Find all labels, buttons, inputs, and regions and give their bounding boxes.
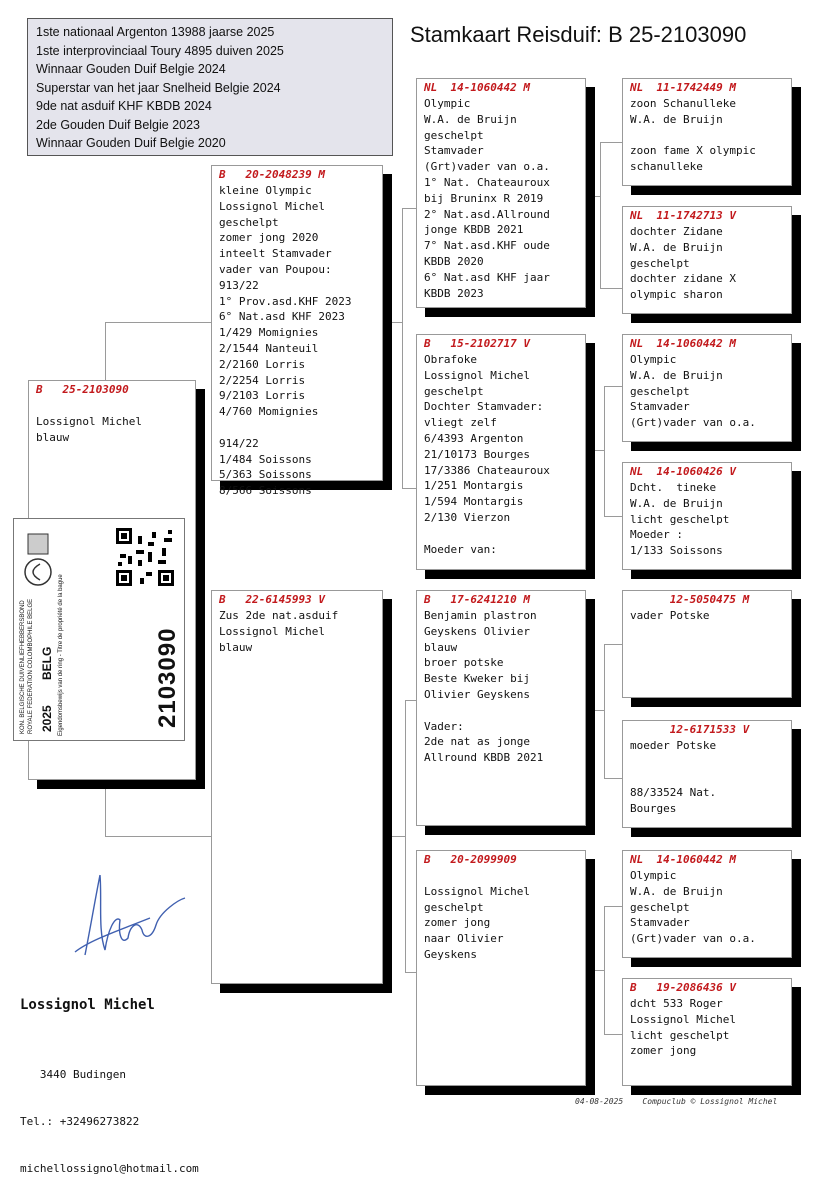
card-line: Lossignol Michel [36,414,142,428]
card-line: 2/2160 Lorris [219,357,306,371]
card-line: 5/363 Soissons [219,468,312,482]
card-lines [630,480,784,559]
card-line: licht geschelpt [630,1028,730,1042]
pigeon-card-father-father [416,78,586,308]
card-line: W.A. de Bruijn [630,368,723,382]
card-line: Olivier Geyskens [424,687,530,701]
card-line: zoon fame X olympic [630,144,756,158]
card-line: Benjamin plastron [424,609,537,622]
achievement-2: 1ste interprovinciaal Toury 4895 duiven 2025 [36,43,284,58]
card-line: vliegt zelf [424,416,497,430]
card-lines [630,352,784,431]
card-line: Lossignol Michel [424,884,530,898]
card-lines [630,96,784,175]
card-line: moeder Potske [630,739,717,752]
card-line: dochter zidane X [630,272,736,286]
card-line: geschelpt [630,256,690,270]
pigeon-card-mother-mother [416,850,586,1086]
card-line: Stamvader [630,400,690,414]
ring-number: NL 14-1060442 M [630,853,736,866]
card-line: Lossignol Michel [630,1012,736,1026]
card-line: Moeder : [630,528,683,542]
federation-logo-icon [20,530,56,590]
card-line: kleine Olympic [219,184,312,197]
card-lines [630,224,784,303]
card-line: 1/133 Soissons [630,544,723,558]
connector [105,780,106,836]
ring-number: B 17-6241210 M [424,593,530,606]
achievement-4: Superstar van het jaar Snelheid Belgie 2024 [36,80,281,95]
connector [392,836,406,837]
card-line: broer potske [424,656,504,670]
footer-credit: 04-08-2025 Compuclub © Lossignol Michel [575,1097,778,1106]
signature-icon [60,860,190,970]
card-lines [424,96,578,301]
card-lines [219,608,375,655]
achievement-1: 1ste nationaal Argenton 13988 jaarse 2025 [36,25,275,39]
band-country: BELG [40,646,54,680]
card-line: 17/3386 Chateauroux [424,463,550,477]
card-line [424,868,578,884]
card-line: 1/594 Montargis [424,495,524,509]
ring-number: B 19-2086436 V [630,981,736,994]
connector [604,644,624,645]
owner-contact [20,1035,199,1193]
connector [604,778,624,779]
card-line: zomer jong [630,1044,697,1058]
card-line: (Grt)vader van o.a. [630,416,756,430]
card-line: 9/2103 Lorris [219,389,306,403]
card-line: Zus 2de nat.asduif [219,609,339,622]
card-line: geschelpt [630,384,690,398]
connector [588,450,605,451]
card-line: 6° Nat.asd KHF jaar [424,270,550,284]
connector [588,970,605,971]
card-line: Dochter Stamvader: [424,400,544,414]
card-line: W.A. de Bruijn [630,112,723,126]
owner-email: michellossignol@hotmail.com [20,1162,199,1176]
card-line: Moeder van: [424,542,497,556]
connector [600,288,624,289]
band-year: 2025 [40,705,54,732]
card-line: blauw [424,640,458,654]
card-line: geschelpt [424,384,484,398]
pigeon-card-mf-mother [622,720,792,828]
connector [604,516,624,517]
card-line: 914/22 [219,436,259,450]
card-line: naar Olivier [424,932,504,946]
ring-number: B 20-2048239 M [219,168,325,181]
achievements-box [27,18,393,156]
card-line: vader van Poupou: [219,262,332,276]
card-line: Allround KBDB 2021 [424,751,544,765]
card-line: W.A. de Bruijn [630,884,723,898]
pigeon-card-fm-mother [622,462,792,570]
card-line: dochter Zidane [630,225,723,238]
card-line: geschelpt [630,900,690,914]
card-line: geschelpt [424,900,484,914]
connector [600,142,624,143]
card-line: 6° Nat.asd KHF 2023 [219,310,345,324]
card-line: Olympic [630,353,677,366]
card-line: Stamvader [424,144,484,158]
card-line: vader Potske [630,609,710,622]
card-line: Dcht. tineke [630,481,717,494]
card-line: 1° Prov.asd.KHF 2023 [219,294,352,308]
card-line: Bourges [630,802,677,816]
connector [402,208,403,488]
card-line: geschelpt [219,215,279,229]
card-line: W.A. de Bruijn [424,112,517,126]
connector [604,1034,624,1035]
card-line: dcht 533 Roger [630,997,723,1010]
pigeon-card-mf-father [622,590,792,698]
page-title: Stamkaart Reisduif: B 25-2103090 [410,22,747,47]
card-line: 1/251 Montargis [424,479,524,493]
card-line: Olympic [424,97,471,110]
pigeon-card-father [211,165,383,498]
ring-number: NL 11-1742449 M [630,81,736,94]
card-line: zomer jong 2020 [219,231,319,245]
qr-code-icon [114,526,176,588]
card-line: licht geschelpt [630,512,730,526]
achievement-3: Winnaar Gouden Duif Belgie 2024 [36,62,226,76]
card-lines [219,183,375,499]
card-line: Lossignol Michel [219,624,325,638]
card-line: 21/10173 Bourges [424,447,530,461]
connector [604,906,624,907]
card-line: 8/566 Soissons [219,484,312,498]
pigeon-card-ff-father [622,78,792,186]
card-lines [630,996,784,1059]
card-line: zomer jong [424,916,491,930]
achievement-6: 2de Gouden Duif Belgie 2023 [36,117,201,132]
band-federation: KON. BELGISCHE DUIVENLIEFHEBBERSBOND [20,600,26,734]
card-lines [424,352,578,557]
card-line: olympic sharon [630,288,723,302]
card-lines [424,868,578,963]
card-lines [424,608,578,766]
owner-name: Lossignol Michel [20,997,155,1013]
card-line: blauw [219,640,253,654]
card-line: 1/429 Momignies [219,326,319,340]
connector [604,386,605,516]
card-line: KBDB 2020 [424,254,484,268]
band-note: Eigendomsbewijs van de ring - Titre de propriété de la bague [58,574,64,736]
owner-phone: Tel.: +32496273822 [20,1114,140,1128]
card-line [630,128,784,144]
card-line [219,420,375,436]
pigeon-card-father-mother [416,334,586,570]
ring-number: NL 14-1060426 V [630,465,736,478]
card-line: Obrafoke [424,353,477,366]
card-line: Stamvader [630,916,690,930]
connector [105,836,215,837]
pigeon-card-fm-father [622,334,792,442]
card-lines [36,398,188,445]
card-line: zoon Schanulleke [630,97,736,110]
connector [105,322,215,323]
connector [604,644,605,778]
band-federation-fr: ROYALE FEDERATION COLOMBOPHILE BELGE [28,598,34,734]
card-line: (Grt)vader van o.a. [424,160,550,174]
card-line: Olympic [630,869,677,882]
card-line: inteelt Stamvader [219,247,332,261]
card-line [424,703,578,719]
card-line: KBDB 2023 [424,286,484,300]
card-line: 2/2254 Lorris [219,373,306,387]
ring-number: NL 14-1060442 M [630,337,736,350]
card-line: 2de nat as jonge [424,735,530,749]
card-line: Lossignol Michel [219,199,325,213]
pigeon-card-mm-father [622,850,792,958]
pigeon-card-ff-mother [622,206,792,314]
card-line [424,526,578,542]
connector [588,196,601,197]
card-line: Beste Kweker bij [424,672,530,686]
card-line: geschelpt [424,128,484,142]
card-line: 88/33524 Nat. [630,786,717,800]
owner-address: 3440 Budingen [20,1067,126,1081]
card-line: bij Bruninx R 2019 [424,191,544,205]
card-line: 913/22 [219,278,259,292]
card-line: Geyskens [424,947,477,961]
card-line: 6/4393 Argenton [424,431,524,445]
ring-number: B 15-2102717 V [424,337,530,350]
connector [600,142,601,288]
achievement-5: 9de nat asduif KHF KBDB 2024 [36,99,212,113]
card-line: Lossignol Michel [424,368,530,382]
connector [105,322,106,384]
ring-ownership-card [13,518,185,741]
card-line: 2° Nat.asd.Allround [424,207,550,221]
ring-number: B 20-2099909 [424,853,517,866]
card-line: 2/1544 Nanteuil [219,341,319,355]
card-line: W.A. de Bruijn [630,240,723,254]
card-line: (Grt)vader van o.a. [630,932,756,946]
pigeon-card-mm-mother [622,978,792,1086]
card-line: 1/484 Soissons [219,452,312,466]
card-lines [630,738,784,817]
card-line: blauw [36,430,70,444]
card-line: Geyskens Olivier [424,624,530,638]
card-line: 7° Nat.asd.KHF oude [424,239,550,253]
achievement-7: Winnaar Gouden Duif Belgie 2020 [36,136,226,150]
ring-number: NL 11-1742713 V [630,209,736,222]
card-line: Vader: [424,719,464,733]
band-number: 2103090 [154,627,181,728]
pigeon-card-mother [211,590,383,984]
card-line: 1° Nat. Chateauroux [424,175,550,189]
card-line: 2/130 Vierzon [424,510,511,524]
ring-number: B 25-2103090 [36,383,129,396]
card-line [36,398,188,414]
card-lines [630,868,784,947]
ring-number: B 22-6145993 V [219,593,325,606]
card-line [630,754,784,770]
ring-number: 12-6171533 V [630,723,750,736]
pigeon-card-mother-father [416,590,586,826]
card-line: 4/760 Momignies [219,405,319,419]
connector [392,322,403,323]
card-line: schanulleke [630,160,703,174]
card-line [630,770,784,786]
card-line: jonge KBDB 2021 [424,223,524,237]
ring-number: NL 14-1060442 M [424,81,530,94]
card-line: W.A. de Bruijn [630,496,723,510]
connector [604,386,624,387]
card-lines [630,608,784,624]
connector [588,710,605,711]
ring-number: 12-5050475 M [630,593,750,606]
